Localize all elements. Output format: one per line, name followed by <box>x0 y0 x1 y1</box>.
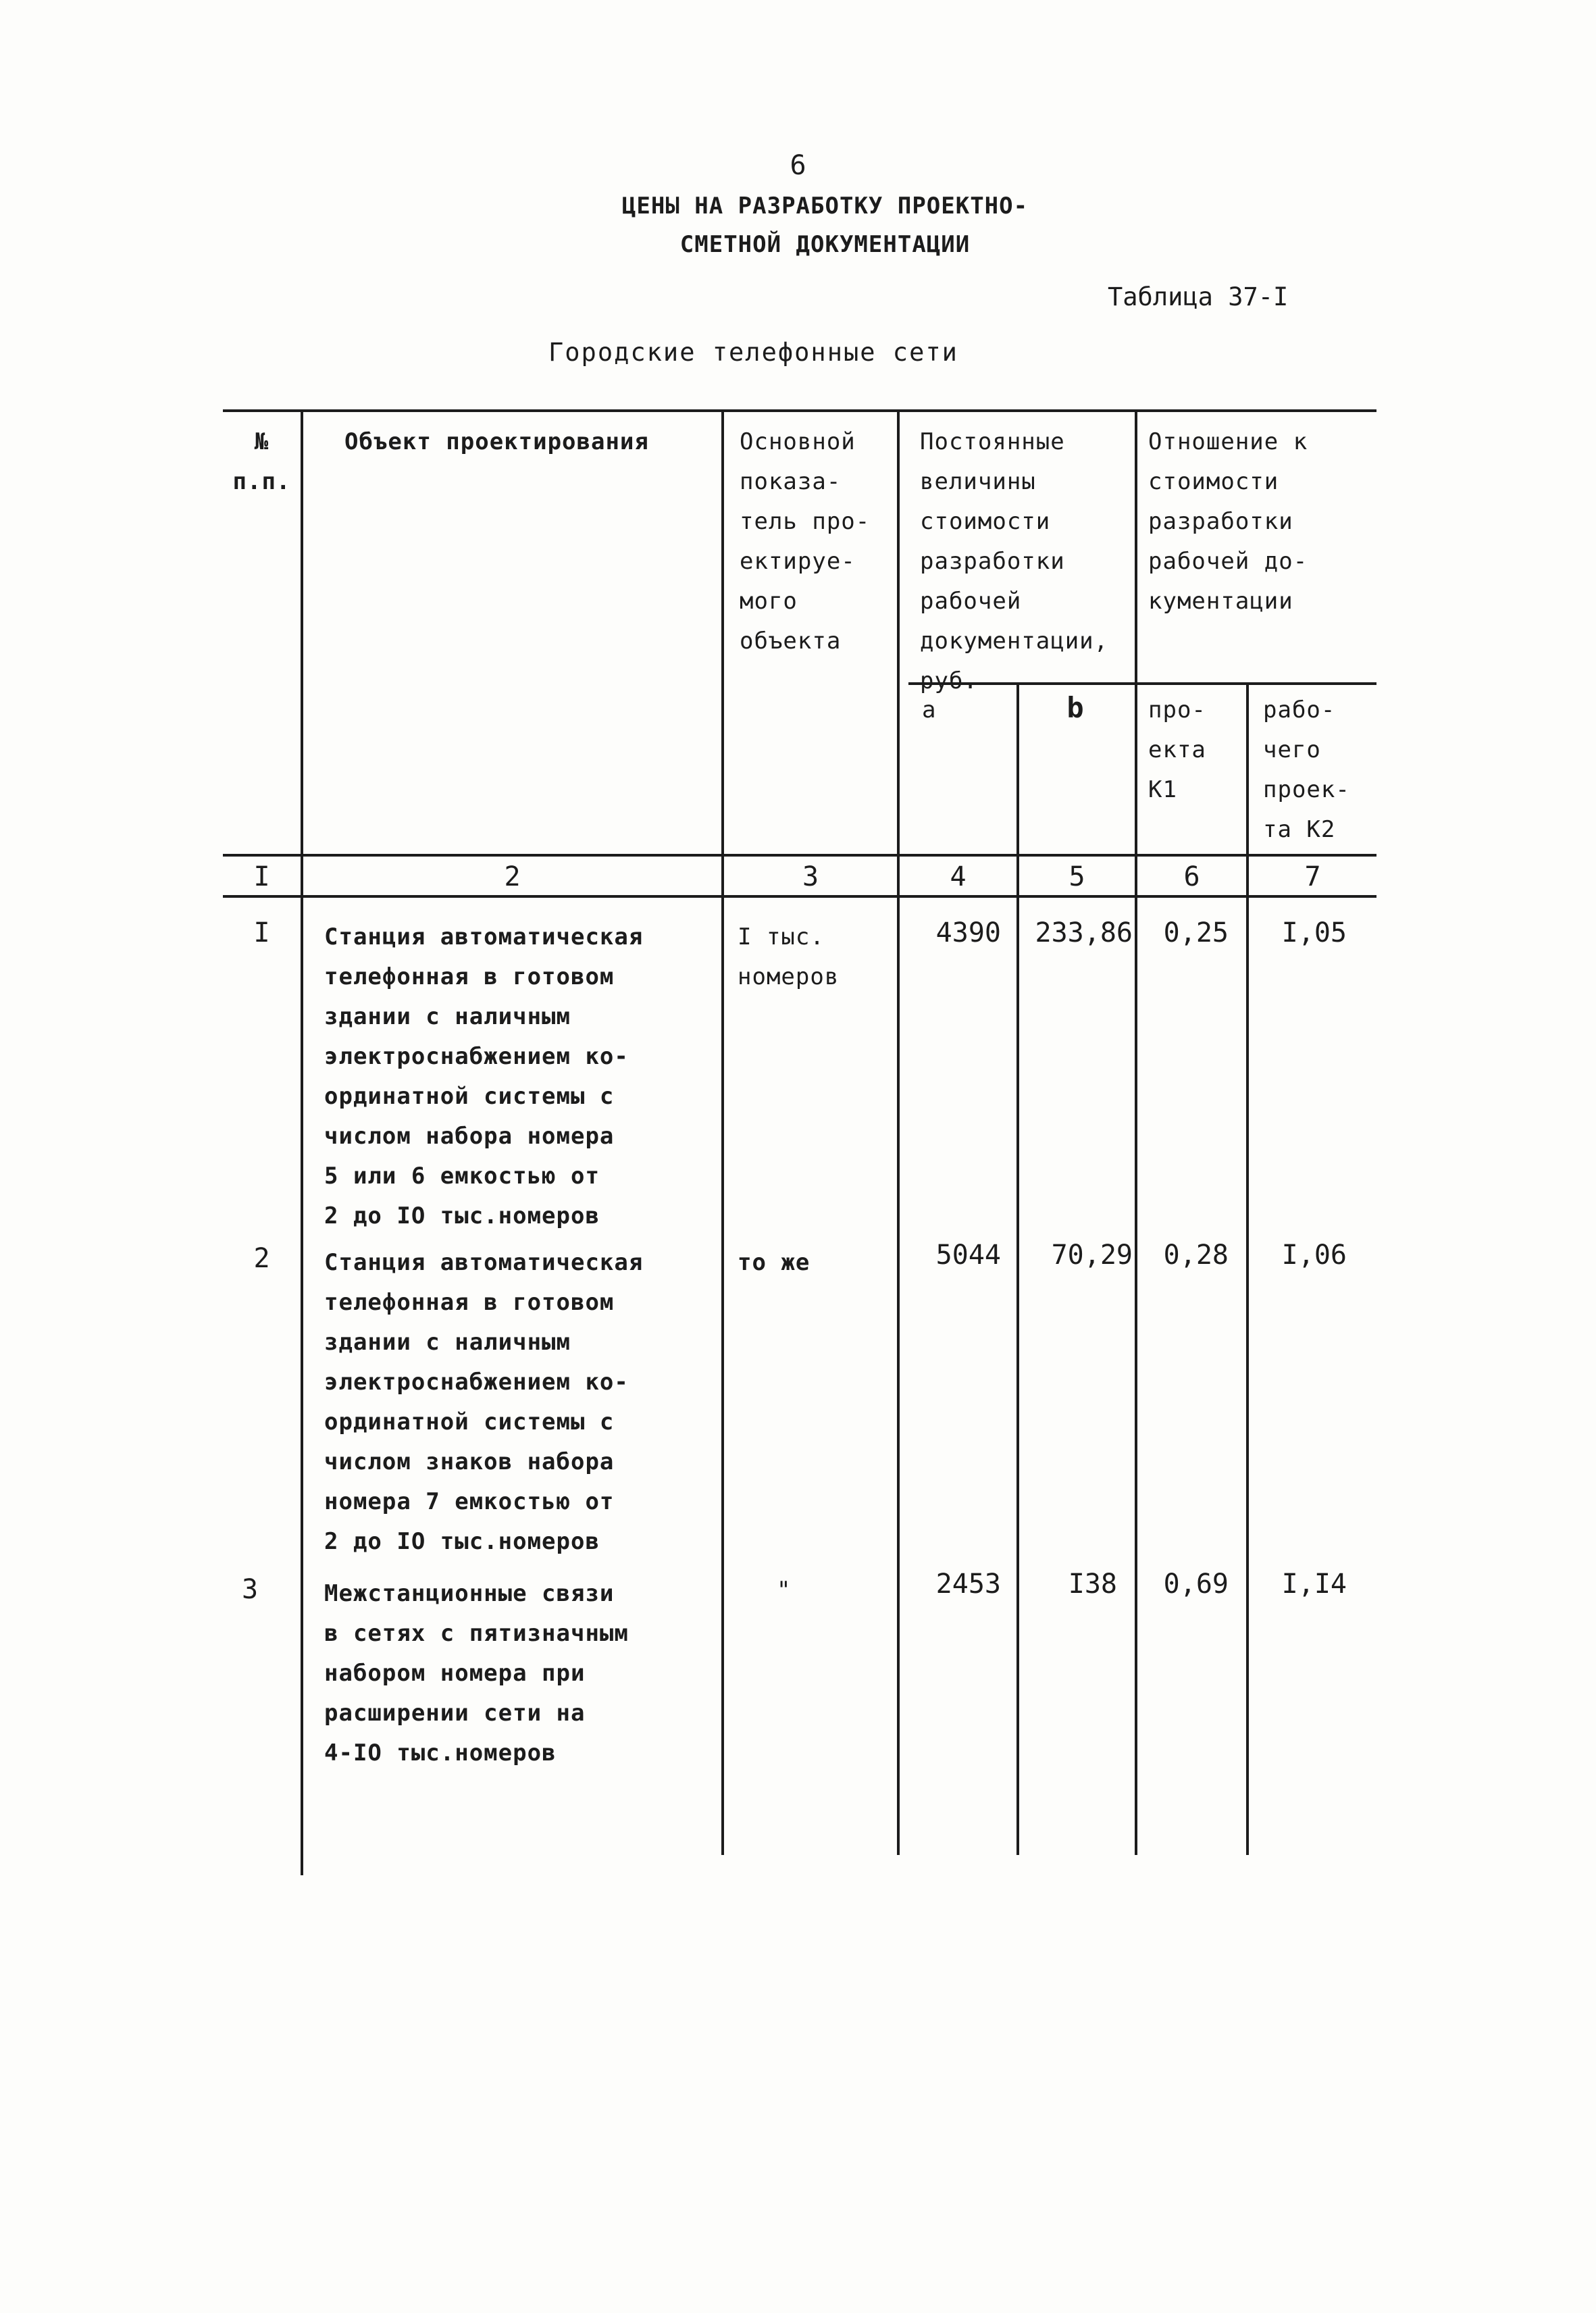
column-number: 4 <box>950 861 967 892</box>
table-row-number: I <box>253 917 270 948</box>
table-row-object: Межстанционные связи в сетях с пятизначным набором номера при расширении сети на 4-IO тыс.номеров <box>324 1580 629 1766</box>
column-divider <box>1135 409 1137 1855</box>
table-row-k1: 0,25 <box>1163 917 1229 948</box>
column-numbers-rule <box>223 895 1376 898</box>
table-label: Таблица 37-I <box>1108 282 1289 311</box>
table-row-object: Станция автоматическая телефонная в готовом здании с наличным электроснабжением ко- ординатной системы с числом знаков набора номера 7 емкостью от 2 до IO тыс.номеров <box>324 1249 644 1555</box>
table-row-indicator: то же <box>738 1249 810 1276</box>
column-number: 6 <box>1183 861 1200 892</box>
table-row-a: 5044 <box>935 1240 1001 1271</box>
document-title-line-1: ЦЕНЫ НА РАЗРАБОТКУ ПРОЕКТНО- <box>621 193 1029 220</box>
table-subtitle: Городские телефонные сети <box>548 338 958 367</box>
table-row-number: 3 <box>241 1574 259 1605</box>
table-row-k2: I,06 <box>1281 1240 1347 1271</box>
table-row-k1: 0,69 <box>1163 1569 1229 1600</box>
header-b: b <box>1066 691 1085 724</box>
table-row-k2: I,05 <box>1281 917 1347 948</box>
table-row-object: Станция автоматическая телефонная в готовом здании с наличным электроснабжением ко- ординатной системы с числом набора номера 5 или 6 емкостью от 2 до IO тыс.номеров <box>324 923 644 1229</box>
table-row-a: 2453 <box>935 1569 1001 1600</box>
table-row-a: 4390 <box>935 917 1001 948</box>
table-row-b: 70,29 <box>1051 1240 1133 1271</box>
header-cost-ratio: Отношение к стоимости разработки рабочей до- кументации <box>1148 428 1308 615</box>
page-number: 6 <box>790 150 806 181</box>
table-top-rule <box>223 409 1376 412</box>
column-divider <box>897 409 900 1855</box>
header-indicator: Основной показа- тель про- ектируе- мого объекта <box>740 428 871 655</box>
table-row-b: 233,86 <box>1035 917 1133 948</box>
header-k1: про- екта К1 <box>1148 696 1206 803</box>
header-k2: рабо- чего проек- та К2 <box>1263 696 1350 843</box>
column-number: I <box>253 861 270 892</box>
column-number: 7 <box>1304 861 1321 892</box>
header-a: а <box>922 696 937 723</box>
column-number: 5 <box>1069 861 1085 892</box>
header-bottom-rule <box>223 854 1376 857</box>
table-row-k1: 0,28 <box>1163 1240 1229 1271</box>
column-divider <box>301 409 303 1875</box>
column-number: 2 <box>504 861 521 892</box>
header-row-number: № п.п. <box>232 428 291 495</box>
table-row-k2: I,I4 <box>1281 1569 1347 1600</box>
table-row-indicator: " <box>777 1577 792 1604</box>
document-title-line-2: СМЕТНОЙ ДОКУМЕНТАЦИИ <box>679 231 971 258</box>
table-row-indicator: I тыс. номеров <box>738 923 840 990</box>
column-number: 3 <box>802 861 819 892</box>
header-object: Объект проектирования <box>344 428 649 455</box>
table-row-b: I38 <box>1068 1569 1117 1600</box>
header-constant-values: Постоянные величины стоимости разработки рабочей документации, руб. <box>920 428 1109 694</box>
table-row-number: 2 <box>253 1243 270 1274</box>
